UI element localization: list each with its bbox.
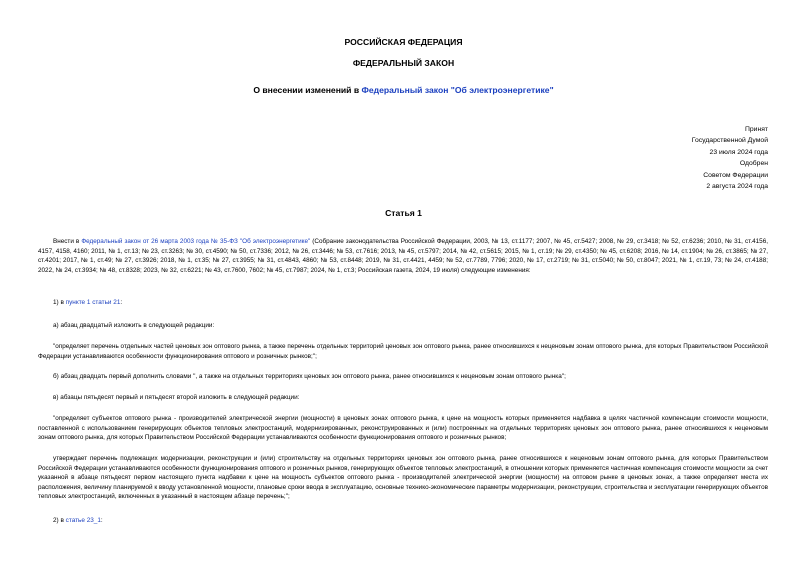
subitem-a: а) абзац двадцатый изложить в следующей редакции: <box>53 322 215 329</box>
country-heading: РОССИЙСКАЯ ФЕДЕРАЦИЯ <box>344 37 463 47</box>
intro-text: (Собрание законодательства Российской Федерации, 2003, № 13, ст.1177; 2007, № 45, ст.5427; 2008, № 29, ст.3418; № 52, ст.6236; 2010, № 31, ст.4156, 4157, 4158, 4160; 2011, № 1, ст.13; № 23, ст.3263; № 30, ст.4590; № 50, ст.7336; 2012, № 26, ст.3446; № 53, ст.7616; 2013, № 45, ст.5797; 2014, № 42, ст.5615; 2015, № 1, ст.19; № 29, ст.4350; № 45, ст.6208; 2016, № 14, ст.1904; № 26, ст.3865; № 27, ст.4201; 2017, № 1, ст.49; № 27, ст.3926; 2018, № 1, ст.35; № 27, ст.3955; № 31, ст.4843, 4860; № 53, ст.8448; 2019, № 31, ст.4421, 4459; № 52, ст.7789, 7796; 2020, № 17, ст.2719; № 31, ст.5040; № 50, ст.8047; 2021, № 1, ст.19, 73; № 24, ст.4188; 2022, № 24, ст.3934; № 48, ст.8328; 2023, № 32, ст.6221; № 43, ст.7600, 7602; № 45, ст.7987; 2024, № 1, ст.3; Российская газета, 2024, 19 июля) следующие изменения: <box>38 238 768 274</box>
item-1-suffix: : <box>120 299 123 306</box>
base-law-link[interactable]: Федеральный закон от 26 марта 2003 года № 35-ФЗ "Об электроэнергетике" <box>81 238 311 245</box>
article-title: Статья 1 <box>385 208 422 218</box>
intro-prefix: Внести в <box>53 238 82 245</box>
acceptance-line: Государственной Думой <box>691 137 768 145</box>
subitem-v-quote-1: "определяет субъектов оптового рынка - производителей электрической энергии (мощности) в ценовых зонах оптового рынка, к цене на мощность которых применяется надбавка в целях частичной компенсации стоимости мощности, поставленной с использованием генерирующих объектов тепловых электростанций, модернизированных, реконструированных и (или) построенных на отдельных территориях ценовых зон оптового рынка, ранее относившихся к неценовым зонам оптового рынка, для которых Правительством Российской Федерации устанавливаются особенности функционирования оптового и розничных рынков; <box>38 415 768 442</box>
item-2-suffix: : <box>100 517 103 524</box>
subitem-v: в) абзацы пятьдесят первый и пятьдесят второй изложить в следующей редакции: <box>53 394 300 401</box>
law-title <box>0 85 807 96</box>
acceptance-block <box>608 124 768 192</box>
article-23-1-link[interactable]: статье 23_1 <box>65 517 101 524</box>
item-1-prefix: 1) в <box>53 299 66 306</box>
subitem-a-quote: "определяет перечень отдельных частей ценовых зон оптового рынка, а также перечень отдельных территорий ценовых зон оптового рынка, ранее относившихся к неценовым зонам оптового рынка, для которых Правительством Российской Федерации устанавливаются особенности функционирования оптового и розничных рынков;"; <box>38 343 768 360</box>
acceptance-line: Советом Федерации <box>703 171 768 179</box>
acceptance-line: Одобрен <box>739 160 768 168</box>
item-2 <box>53 516 103 526</box>
item-2-prefix: 2) в <box>53 517 66 524</box>
acceptance-line: 2 августа 2024 года <box>706 183 768 191</box>
intro-paragraph <box>38 237 768 275</box>
subitem-v-quote-2: утверждает перечень подлежащих модернизации, реконструкции и (или) строительству на отдельных территориях ценовых зон оптового рынка, ранее относившихся к неценовым зонам оптового рынка, для которых Правительством Российской Федерации устанавливаются особенности функционирования оптового и розничных рынков, генерирующих объектов тепловых электростанций, в отношении которых применяется частичная компенсация стоимости мощности за счет указанной в абзаце пятьдесят первом настоящего пункта надбавки к цене на мощность субъектов оптового рынка - производителей электрической энергии (мощности) на оптовом рынке в ценовых зонах, а также определяет места их расположения, величину планируемой к вводу установленной мощности, плановые сроки ввода в эксплуатацию, основные технико-экономические параметры модернизации, реконструкции, строительства и эксплуатации генерирующих объектов тепловых электростанций, включенных в указанный в настоящем абзаце перечень;"; <box>38 455 768 501</box>
article-21-link[interactable]: пункте 1 статьи 21 <box>65 299 121 306</box>
law-type-heading: ФЕДЕРАЛЬНЫЙ ЗАКОН <box>352 58 455 68</box>
acceptance-line: 23 июля 2024 года <box>709 148 768 156</box>
subitem-b: б) абзац двадцать первый дополнить словами ", а также на отдельных территориях ценовых зон оптового рынка, ранее относившихся к неценовым зонам оптового рынка"; <box>53 373 566 380</box>
acceptance-line: Принят <box>744 126 768 133</box>
law-title-prefix: О внесении изменений в <box>253 85 362 95</box>
law-title-link[interactable]: Федеральный закон "Об электроэнергетике" <box>361 85 554 95</box>
item-1 <box>53 298 122 308</box>
